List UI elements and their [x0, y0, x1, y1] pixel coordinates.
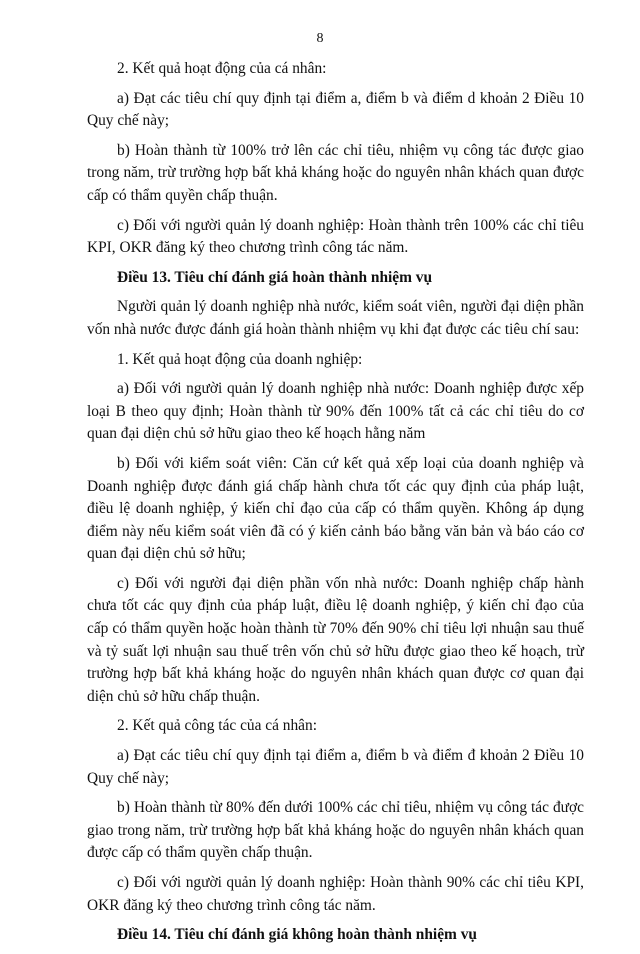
- article-13-section-1-item-b: b) Đối với kiểm soát viên: Căn cứ kết quả xếp loại của doanh nghiệp và Doanh nghiệp được đánh giá chấp hành chưa tốt các quy định của pháp luật, điều lệ doanh nghiệp, ý kiến chỉ đạo của cấp có thẩm quyền. Không áp dụng điểm này nếu kiểm soát viên đã có ý kiến cảnh báo bằng văn bản và báo cáo cơ quan đại diện chủ sở hữu;: [87, 454, 584, 563]
- article-13-section-1: 1. Kết quả hoạt động của doanh nghiệp:: [117, 350, 363, 368]
- article-13-section-2-item-c: c) Đối với người quản lý doanh nghiệp: Hoàn thành 90% các chỉ tiêu KPI, OKR đăng ký theo chương trình công tác năm.: [87, 874, 584, 914]
- article-14-heading: Điều 14. Tiêu chí đánh giá không hoàn thành nhiệm vụ: [117, 926, 477, 944]
- article-13-section-1-item-a: a) Đối với người quản lý doanh nghiệp nhà nước: Doanh nghiệp được xếp loại B theo quy định; Hoàn thành từ 90% đến 100% tất cả các chỉ tiêu do cơ quan đại diện chủ sở hữu giao theo kế hoạch hằng năm: [87, 380, 584, 443]
- page-number: 8: [316, 31, 324, 46]
- article-13-section-2-item-b: b) Hoàn thành từ 80% đến dưới 100% các chỉ tiêu, nhiệm vụ công tác được giao trong năm, trừ trường hợp bất khả kháng hoặc do nguyên nhân khách quan được cấp có thẩm quyền chấp thuận.: [87, 799, 584, 862]
- paragraph-item-c: c) Đối với người quản lý doanh nghiệp: Hoàn thành trên 100% các chỉ tiêu KPI, OKR đăng ký theo chương trình công tác năm.: [87, 216, 584, 257]
- article-13-section-1-item-c: c) Đối với người đại diện phần vốn nhà nước: Doanh nghiệp chấp hành chưa tốt các quy định của pháp luật, điều lệ doanh nghiệp, ý kiến chỉ đạo của cấp có thẩm quyền hoặc hoàn thành từ 70% đến 90% chỉ tiêu lợi nhuận sau thuế và tỷ suất lợi nhuận sau thuế trên vốn chủ sở hữu được giao theo kế hoạch, trừ trường hợp bất khả kháng hoặc do nguyên nhân khách quan được cơ quan đại diện chủ sở hữu chấp thuận.: [87, 574, 584, 705]
- article-13-intro: Người quản lý doanh nghiệp nhà nước, kiểm soát viên, người đại diện phần vốn nhà nước được đánh giá hoàn thành nhiệm vụ khi đạt được các tiêu chí sau:: [87, 298, 584, 338]
- article-13-section-2: 2. Kết quả công tác của cá nhân:: [117, 717, 317, 735]
- paragraph-item-a: a) Đạt các tiêu chí quy định tại điểm a, điểm b và điểm d khoản 2 Điều 10 Quy chế này;: [87, 89, 584, 130]
- article-13-heading: Điều 13. Tiêu chí đánh giá hoàn thành nhiệm vụ: [117, 268, 433, 286]
- paragraph-item-b: b) Hoàn thành từ 100% trở lên các chỉ tiêu, nhiệm vụ công tác được giao trong năm, trừ trường hợp bất khả kháng hoặc do nguyên nhân khách quan được cấp có thẩm quyền chấp thuận.: [87, 141, 584, 204]
- paragraph-personal-results-heading: 2. Kết quả hoạt động của cá nhân:: [117, 60, 327, 77]
- article-13-section-2-item-a: a) Đạt các tiêu chí quy định tại điểm a, điểm b và điểm đ khoản 2 Điều 10 Quy chế này;: [87, 747, 584, 787]
- document-body: [87, 58, 584, 954]
